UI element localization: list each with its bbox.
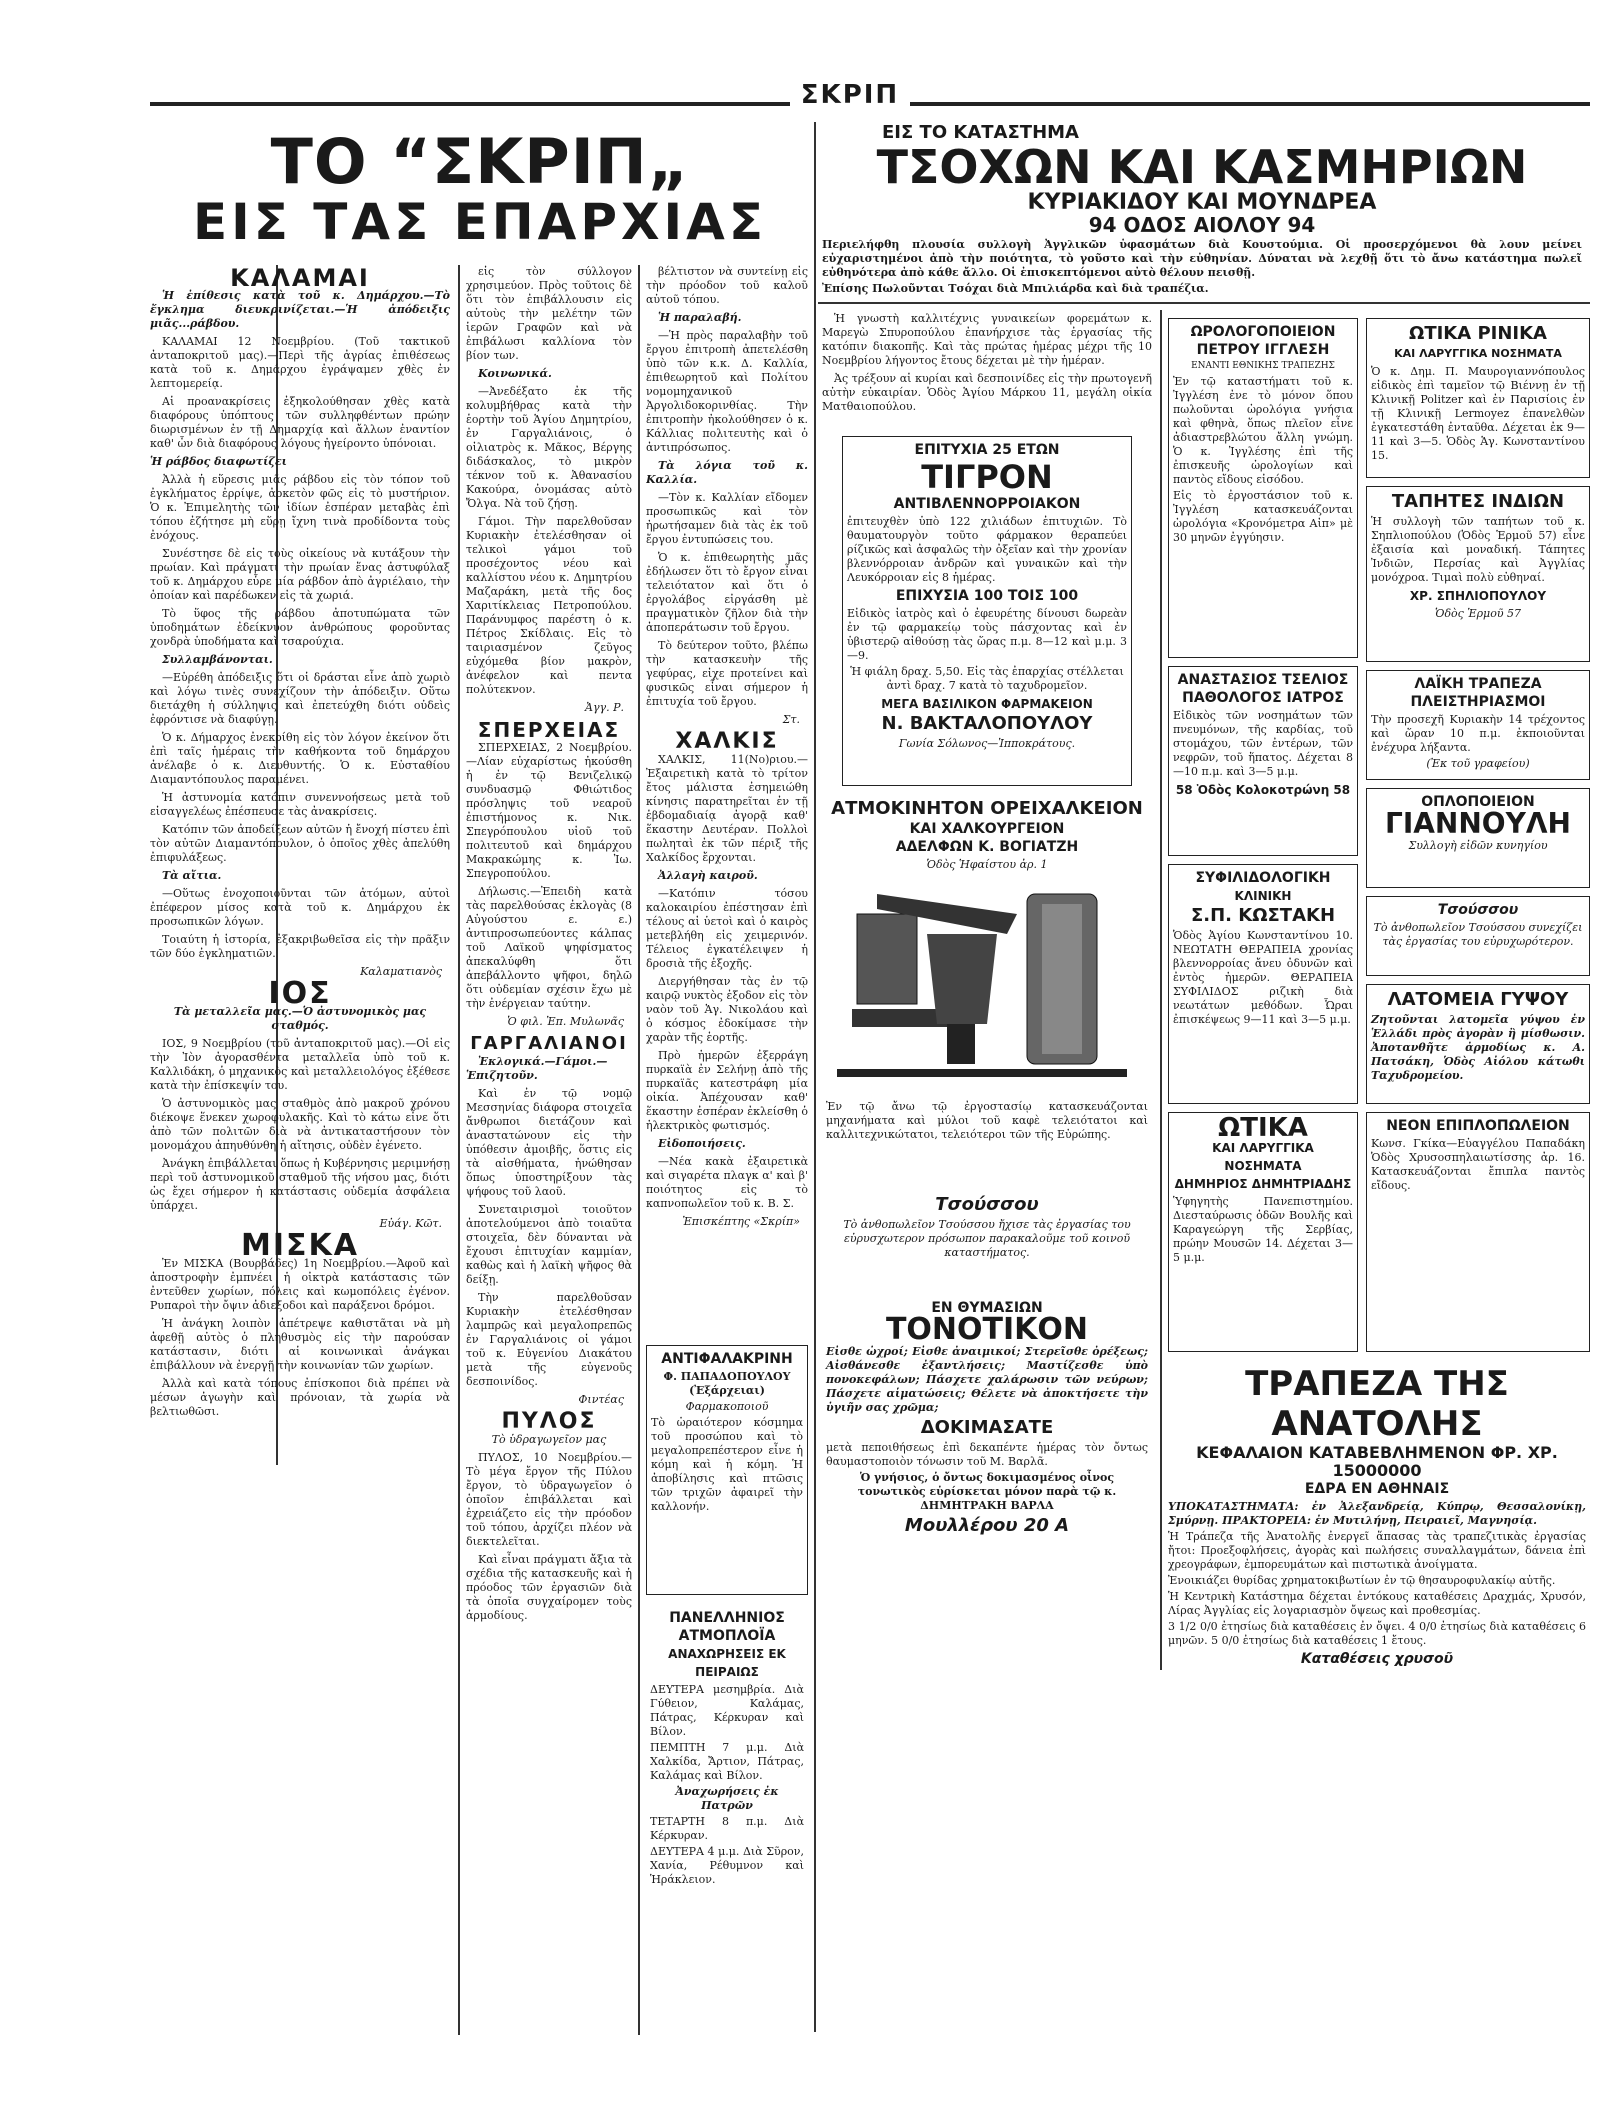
ad-bottom: Γωνία Σόλωνος—Ἱπποκράτους. [898, 737, 1076, 750]
paragraph: —Ἀνεδέξατο ἐκ τῆς κολυμβήθρας κατὰ τὴν ἑορτὴν τοῦ Ἁγίου Δημητρίου, ἐν Γαργαλιάνοις, ὁ οἰλιατρὸς κ. Μᾶκος, Βέργης διδάσκαλος, τὸ μικρὸν τέκνον τοῦ κ. Ἀθανασίου Κακούρα, ὀνομάσας αὐτὸ Ὄλγα. Νὰ τοῦ ζήσῃ. [466, 385, 632, 510]
paragraph: Ἡ ἀστυνομία κατόπιν συνεννοήσεως μετὰ τοῦ εἰσαγγελέως ἐπέσπευσε τὰς ἀνακρίσεις. [150, 791, 450, 818]
ad-latomeia-gypsou [1366, 984, 1590, 1104]
paragraph: Τὸ ὕφος τῆς ράβδου ἀποτυπώματα τῶν ὑποδημάτων ἐδείκνυον ἀνθρώπους φοροῦντας χονδρὰ ὑποδήματα καὶ τσαρούχια. [150, 607, 450, 648]
ad-bottom: Ν. ΒΑΚΤΑΛΟΠΟΥΛΟΥ [881, 713, 1093, 734]
ad-text: Ὁ κ. Δημ. Π. Μαυρογιαννόπουλος εἰδικὸς ἐπὶ ταμεῖον τῷ Βιέννῃ ἐν τῇ Κλινικῇ Politzer καὶ ἐν Παρισίοις ἐν τῇ Κλινικῇ Lermoyez ἐπανελθὼν ἐγκατεστάθη ἐνταῦθα. Δέχεται ἐκ 9—11 καὶ 3—5. Ὁδὸς Ἁγ. Κωνσταντίνου 15. [1371, 365, 1585, 462]
paragraph: Κατόπιν τῶν ἀποδείξεων αὐτῶν ἡ ἔνοχή πίστευ ἐπὶ τὸν αὐτῶν Διαμαντόπουλον, ὁ ὁποῖος χθὲς ἀπελύθη ἐπιφυλάξεως. [150, 823, 450, 864]
paragraph: Γάμοι. Τὴν παρελθοῦσαν Κυριακὴν ἐτελέσθησαν οἱ τελικοὶ γάμοι τοῦ προσέχοντος νέου καὶ καλλίστου νέου κ. Δημητρίου Μαζαράκη, μετὰ τῆς δος Χαριτίκλειας Πετροπούλου. Παράνυμφος παρέστη ὁ κ. Πέτρος Σκίδλαις. Εἰς τὸ ταιριασμένον ζεῦγος εὐχόμεθα βίον μακρὸν, ἀνέφελον καὶ πεντα πολύτεκνον. [466, 515, 632, 696]
ad-text: Εἰδικὸς ἰατρὸς καὶ ὁ ἐφευρέτης δίνουσι δωρεὰν ἐν τῷ φαρμακείῳ τοὺς πάσχοντας καὶ ἐν ὑβιστερῷ αἰθούσῃ τὰς ὥρας π.μ. 8—12 καὶ μ.μ. 3—9. [847, 607, 1127, 662]
subheading: Ἀλλαγὴ καιροῦ. [658, 869, 758, 882]
ad-name: ΔΗΜΗΡΙΟΣ ΔΗΜΗΤΡΙΑΔΗΣ [1174, 1177, 1352, 1191]
paragraph: ΣΠΕΡΧΕΙΑΣ, 2 Νοεμβρίου.—Λίαν εὐχαρίστως ἠκούσθη ἡ ἐν τῷ Βενιζελικῷ συνδυασμῷ Φθιώτιδος πρόσληψις τοῦ νεαροῦ ἐπιστήμονος κ. Νικ. Σπεγρόπουλου υἱοῦ τοῦ πολιτευτοῦ καὶ δημάρχου Μακρακώμης κ. Ἰω. Σπεγροπούλου. [466, 741, 632, 880]
ad-text: Ὁ γνήσιος, ὁ ὄντως δοκιμασμένος οἶνος τονωτικὸς εὑρίσκεται μόνον παρὰ τῷ κ. ΔΗΜΗΤΡΑΚΗ ΒΑΡΛΑ [857, 1471, 1117, 1512]
ad-text: Τὸ ὡραιότερον κόσμημα τοῦ προσώπου καὶ τὸ μεγαλοπρεπέστερον εἶνε ἡ κόμη καὶ ἡ κόμη. Ἡ ἀποβίλησις καὶ πτῶσις τῶν τριχῶν ἀφαιρεῖ τὴν καλλονήν. [651, 1416, 803, 1513]
ad-text: Τὸ ἀνθοπωλεῖον Τσούσσου συνεχίζει τὰς ἐργασίας του εὐρυχωρότερον. [1373, 921, 1583, 948]
ad-text: Φ. ΠΑΠΑΔΟΠΟΥΛΟΥ (Ἐξάρχειαι) [663, 1370, 791, 1397]
ad-orologopoieion [1168, 318, 1358, 658]
ad-tonotikon [822, 1295, 1152, 2035]
lead: Ἐκλογικά.—Γάμοι.—Ἑπιζητοῦν. [466, 1055, 608, 1082]
paragraph: —Τὸν κ. Καλλίαν εἴδομεν προσωπικῶς καὶ τὸν ἠρωτήσαμεν διὰ τὰς ἐκ τοῦ ἔργου ἐντυπώσεις του. [646, 491, 808, 546]
bank-text: Ἡ Κεντρικὴ Κατάστημα δέχεται ἐντόκους καταθέσεις Δραχμάς, Χρυσόν, Λίρας Ἀγγλίας εἰς λογαριασμὸν ὄψεως καὶ προθεσμίας. [1168, 1590, 1586, 1617]
banner-names: ΚΥΡΙΑΚΙΔΟΥ ΚΑΙ ΜΟΥΝΔΡΕΑ [1027, 190, 1377, 215]
headline-block [150, 125, 810, 251]
ad-title: ΛΑΪΚΗ ΤΡΑΠΕΖΑ [1414, 676, 1542, 692]
coffee-grinder-illustration [837, 874, 1137, 1094]
paragraph: Ὁ κ. Δήμαρχος ἐνεκρίθη εἰς τὸν λόγον ἐκείνον ὅτι ἐπὶ ταῖς ἡμέραις τὴν καθήκοντα τοῦ δημάρχου ἀνέλαβε ὁ κ. Διευθυντής. Ὁ κ. Εὐσταθίου Διαμαντόπουλος παραμένει. [150, 731, 450, 786]
ad-subtitle: ΑΝΤΙΒΛΕΝΝΟΡΡΟΙΑΚΟΝ [893, 496, 1081, 512]
ad-price: Ἡ φιάλη δραχ. 5,50. Εἰς τὰς ἐπαρχίας στέλλεται ἀντὶ δραχ. 7 κατὰ τὸ ταχυδρομεῖον. [850, 665, 1124, 692]
ad-bottom: ΜΕΓΑ ΒΑΣΙΛΙΚΟΝ ΦΑΡΜΑΚΕΙΟΝ [881, 697, 1093, 711]
paragraph: Τὸ δεύτερον τοῦτο, βλέπω τὴν κατασκευὴν τῆς γεφύρας, εἰχε προτείνει καὶ φυσικῶς εἶναι σήμερον ἡ ἐπιτυχία τοῦ ἔργου. [646, 639, 808, 708]
ad-top: ΕΠΙΤΥΧΙΑ 25 ΕΤΩΝ [914, 442, 1060, 458]
section-title-chalkis: ΧΑΛΚΙΣ [675, 729, 779, 754]
ad-address: Ὁδὸς Ἡφαίστου ἀρ. 1 [926, 858, 1048, 871]
ad-address: ΕΝΑΝΤΙ ΕΘΝΙΚΗΣ ΤΡΑΠΕΖΗΣ [1191, 361, 1335, 371]
ad-text: Τὸ ἀνθοπωλεῖον Τσούσσου ἤχισε τὰς ἐργασίας του εὐρυσχωτερον πρόσωπον παρακαλοῦμε τοῦ κοινοῦ καταστήματος. [843, 1218, 1131, 1259]
banner-title: ΤΣΟΧΩΝ ΚΑΙ ΚΑΣΜΗΡΙΩΝ [876, 140, 1528, 194]
banner-address: 94 ΟΔΟΣ ΑΙΟΛΟΥ 94 [1088, 213, 1316, 237]
ad-tapites-indion [1366, 486, 1590, 662]
ad-text: Συλλογὴ εἰδῶν κυνηγίου [1408, 839, 1548, 852]
ad-text: Ἐν τῷ καταστήματι τοῦ κ. Ἰγγλέση ἐνε τὸ μόνον ὅπου πωλοῦνται ὡρολόγια γνήσια καὶ φθηνὰ, ὅπως πλεῖον εἶνε ἀδιαστρεβλώτου ἄλλη γνώμη. Ὁ κ. Ἰγγλέσης ἐπὶ τῆς ἐπισκευῆς ὡρολογίων καὶ παντὸς εἴδους εἰσόδου. [1173, 375, 1353, 486]
ad-title: ΑΝΑΣΤΑΣΙΟΣ ΤΣΕΛΙΟΣ [1177, 672, 1349, 688]
ad-text: Ἐν τῷ ἄνω τῷ ἐργοστασίῳ κατασκευάζονται μηχανήματα καὶ μύλοι τοῦ καφὲ τελειότατοι καὶ καλλιτεχνικώτατοι, τελειότεροι τῶν τῆς Εὐρώπης. [826, 1100, 1148, 1141]
paragraph: Ἡ γνωστὴ καλλιτέχνις γυναικείων φορεμάτων κ. Μαρεγὼ Σπυροπούλου ἐπανήρχισε τὰς ἐργασίας τῆς κατόπιν διακοπῆς. Καὶ τὰς πρώτας ἡμέρας μέχρι τῆς 10 Νοεμβρίου λήγοντος ἔτους δέχεται μὲ τὴν ἡμέραν. [822, 312, 1152, 367]
ad-subtitle: ΚΑΙ ΛΑΡΥΓΓΙΚΑ ΝΟΣΗΜΑΤΑ [1212, 1141, 1314, 1173]
column-1 [150, 265, 450, 2105]
ad-subtitle: ΚΛΙΝΙΚΗ [1234, 889, 1292, 903]
ad-title: ΤΟΝΟΤΙΚΟΝ [885, 1312, 1089, 1347]
paragraph: ΠΥΛΟΣ, 10 Νοεμβρίου.—Τὸ μέγα ἔργον τῆς Πύλου ἔργον, τὸ ὑδραγωγεῖον ὁ ὁποῖον ἐπιβάλλεται καὶ ἐχρειάζετο εἰς τὴν πρόοδον τοῦ τόπου, ἀρχίζει πλέον νὰ διεκτελεῖται. [466, 1451, 632, 1548]
ad-text: Εἰς τὸ ἐργοστάσιον τοῦ κ. Ἰγγλέση κατασκευάζονται ὡρολόγια «Κρονόμετρα Αἰπ» μὲ 30 μηνῶν ἐγγύησιν. [1173, 489, 1353, 544]
headline-line1: ΤΟ “ΣΚΡΙΠ„ [270, 125, 690, 198]
ad-text: Ὑφηγητὴς Πανεπιστημίου. Διεσταύρωσις ὁδῶν Βουλῆς καὶ Καραγεώργη τῆς Σερβίας, πρώην Μουσῶν 14. Δέχεται 3—5 μ.μ. [1173, 1195, 1353, 1264]
paragraph: Συνεταιρισμοὶ τοιοῦτον ἀποτελούμενοι ἀπὸ τοιαῦτα στοιχεῖα, δὲν δύνανται νὰ ἔχουσι ἐπιτυχίαν καμμίαν, καθὼς καὶ ἡ λαϊκὴ ψῆφος θὰ δείξῃ. [466, 1203, 632, 1286]
paragraph: Καὶ εἶναι πράγματι ἄξια τὰ σχέδια τῆς κατασκευῆς καὶ ἡ πρόοδος τῶν ἐργασιῶν διὰ τὰ ὁποῖα συγχαίρομεν τοὺς ἁρμοδίους. [466, 1553, 632, 1622]
ad-text: Τὴν προσεχῆ Κυριακὴν 14 τρέχοντος καὶ ὥραν 10 π.μ. ἐκποιοῦνται ἐνέχυρα λήξαντα. [1371, 713, 1585, 754]
ad-text: Εἰδικὸς τῶν νοσημάτων τῶν πνευμόνων, τῆς καρδίας, τοῦ στομάχου, τῶν ἐντέρων, τῶν νεφρῶν, τοῦ ἥπατος. Δέχεται 8—10 π.μ. καὶ 3—5 μ.μ. [1173, 709, 1353, 778]
paragraph: ΙΟΣ, 9 Νοεμβρίου (τοῦ ἀνταποκριτοῦ μας).—Οἱ εἰς τὴν Ἰὸν ἀγορασθέντα μεταλλεῖα ὑπὸ τοῦ κ. Καλλιδάκη, ὁ μηχανικὸς καὶ μεταλλειολόγος ἐξέθεσε κατὰ τὴν ἐπίσκεψίν του. [150, 1037, 450, 1092]
banner-pre: ΕΙΣ ΤΟ ΚΑΤΑΣΤΗΜΑ [882, 124, 1079, 143]
ad-title: ΑΤΜΟΚΙΝΗΤΟΝ ΟΡΕΙΧΑΛΚΕΙΟΝ [831, 798, 1143, 819]
column-3 [646, 265, 808, 1335]
banner-text: Περιελήφθη πλουσία συλλογὴ Ἀγγλικῶν ὑφασμάτων διὰ Κουστούμια. Οἱ προσερχόμενοι θὰ λουν μείνει εὐχαριστημένοι ἀπὸ τὴν ποιότητα, τὸ γοῦστο καὶ τὴν εὐθηνίαν. Δύναται νὰ λεχθῇ ὅτι τὸ ἄνω κατάστημα πωλεῖ εὐθηνότερα ἀπὸ κάθε ἄλλο. Οἱ ἐπισκεπτόμενοι αὐτὸ θέλουν πεισθῇ. [822, 238, 1582, 279]
section-title-ios: ΙΟΣ [268, 976, 332, 1011]
ad-title: ΝΕΟΝ ΕΠΙΠΛΟΠΩΛΕΙΟΝ [1386, 1118, 1570, 1134]
column-rule [1160, 310, 1162, 1670]
lead: Τὰ μεταλλεῖα μας.—Ὁ ἀστυνομικὸς μας σταθμός. [173, 1005, 427, 1032]
ad-mid: ΕΠΙΧΥΣΙΑ 100 ΤΟΙΣ 100 [895, 588, 1079, 604]
paragraph: Πρὸ ἡμερῶν ἐξερράγη πυρκαϊὰ ἐν Σελήνῃ ἀπὸ τῆς πυρκαϊᾶς κατεστράφη μία οἰκία. Ἀπέχουσαν καθ' ἕκαστην ἐσπέραν ἐκλείσθη ὁ ἡλεκτρικὸς φωτισμός. [646, 1049, 808, 1132]
banner-text: Ἐπίσης Πωλοῦνται Τσόχαι διὰ Μπιλιάρδα καὶ διὰ τραπέζια. [822, 282, 1209, 295]
ad-text: Φαρμακοποιοῦ [685, 1400, 769, 1413]
notice-tsoussou [822, 1190, 1152, 1280]
subheading: Τὰ λόγια τοῦ κ. Καλλία. [646, 459, 808, 486]
section-title-pylos: ΠΥΛΟΣ [501, 1409, 597, 1434]
masthead [150, 80, 1590, 120]
ad-laiki-trapeza [1366, 670, 1590, 780]
ad-panellinios-atmoploia [646, 1605, 808, 2035]
ad-name: ΧΡ. ΣΠΗΛΙΟΠΟΥΛΟΥ [1409, 589, 1547, 603]
bank-text: Ἡ Τράπεζα τῆς Ἀνατολῆς ἐνεργεῖ ἅπασας τὰς τραπεζιτικὰς ἐργασίας ἤτοι: Προεξοφλήσεις, ἀγορὰς καὶ πωλήσεις συναλλαγμάτων, δάνεια ἐπὶ χρεογράφων, ἐμπορευμάτων καὶ πιστωτικὰ ἀνοίγματα. [1168, 1530, 1586, 1571]
bank-rates: 3 1/2 0/0 ἐτησίως διὰ καταθέσεις ἐν ὄψει. 4 0/0 ἐτησίως διὰ καταθέσεις 6 μηνῶν. 5 0/0 ἐτησίως διὰ καταθέσεις 1 ἔτους. [1168, 1620, 1586, 1647]
ad-text: Ἀναχωρήσεις ἐκ Πατρῶν [675, 1785, 779, 1812]
paragraph: —Κατόπιν τόσου καλοκαιρίου ἐπέστησαν ἐπὶ τέλους αἱ ὑετοὶ καὶ ὁ καιρὸς μετεβλήθη εἰς χειμερινόν. Τέλειος ἐγκατέλειψεν ἡ δροσιὰ τῆς ἐξοχῆς. [646, 887, 808, 970]
bank-seat: ΕΔΡΑ ΕΝ ΑΘΗΝΑΙΣ [1304, 1481, 1450, 1497]
ad-text: Ὁδὸς Ἀγίου Κωνσταντίνου 10. ΝΕΩΤΑΤΗ ΘΕΡΑΠΕΙΑ χρονίας βλεννορροίας ἄνευ ὀδυνῶν καὶ ἐντὸς ἡμερῶν. ΘΕΡΑΠΕΙΑ ΣΥΦΙΛΙΔΟΣ ριζικὴ διὰ νεωτάτων μεθόδων. Ὧραι ἐπισκέψεως 9—11 καὶ 3—5 μ.μ. [1173, 929, 1353, 1026]
paragraph: Ἡ ἀνάγκη λοιπὸν ἀπέτρεψε καθιστᾶται νὰ μὴ ἀφεθῇ αὐτὸς ὁ πληθυσμὸς εἰς τὴν παρούσαν κατάστασιν, διότι αἱ κοινωνικαὶ ἀνάγκαι ἐπιβάλλουν νὰ ἐνεργῇ τὴν κοινωνίαν τῶν χωρίων. [150, 1317, 450, 1372]
signature: Ὁ φιλ. Ἐπ. Μυλωνᾶς [507, 1015, 624, 1028]
ad-text: ΔΕΥΤΕΡΑ μεσημβρία. Διὰ Γύθειον, Καλάμας, Πάτρας, Κέρκυραν καὶ Βίλον. [650, 1683, 804, 1738]
section-title-gargaliani: ΓΑΡΓΑΛΙΑΝΟΙ [470, 1033, 628, 1054]
signature: Ἀγγ. Ρ. [585, 701, 624, 714]
ad-name: ΠΕΤΡΟΥ ΙΓΓΛΕΣΗ [1196, 342, 1330, 358]
ad-sign: (Ἐκ τοῦ γραφείου) [1426, 757, 1530, 770]
paragraph: Τὴν παρελθοῦσαν Κυριακὴν ἐτελέσθησαν λαμπρῶς καὶ μεγαλοπρεπῶς ἐν Γαργαλιάνοις οἱ γάμοι τοῦ κ. Εὐγενίου Διακάτου μετὰ τῆς εὐγενοῦς δεσποινίδος. [466, 1291, 632, 1388]
paragraph: Τοιαύτη ἡ ἱστορία, ἐξακριβωθεῖσα εἰς τὴν πρᾶξιν τῶν δύο ἐγκληματιῶν. [150, 933, 450, 960]
paragraph: Αἱ προανακρίσεις ἐξηκολούθησαν χθὲς κατὰ διαφόρους ὑπόπτους τῶν συλληφθέντων πρώην διωρισμένων ἐν τῇ Δημαρχίᾳ καὶ ἄλλων ἐναντίον καθ' ὧν διὰ διαφόρους λόγους ἠγείροντο ὑπόνοιαι. [150, 395, 450, 450]
bank-title: ΤΡΑΠΕΖΑ ΤΗΣ ΑΝΑΤΟΛΗΣ [1245, 1364, 1509, 1444]
newspaper-page [150, 80, 1590, 2080]
notice-tsoussou-2 [1366, 896, 1590, 976]
ad-text: Εἰσθε ὠχροί; Εἰσθε ἀναιμικοί; Στερεῖσθε ὀρέξεως; Αἰσθάνεσθε ἐξαντλήσεις; Μαστίζεσθε ὑπὸ πονοκεφάλων; Πάσχετε χαλάρωσιν τῶν νεύρων; Πάσχετε αἱματώσεις; Θέλετε νὰ ἀποκτήσετε τὴν ὑγιῆν σας χρῶμα; [826, 1345, 1148, 1414]
masthead-title: ΣΚΡΙΠ [790, 80, 910, 110]
subheading: Εἰδοποιήσεις. [658, 1137, 746, 1150]
ad-antifalakrini [646, 1345, 808, 1595]
ad-text: ΔΕΥΤΕΡΑ 4 μ.μ. Διὰ Σῦρον, Χανία, Ρέθυμνον καὶ Ἡράκλειον. [650, 1845, 804, 1886]
ad-title: ΠΑΝΕΛΛΗΝΙΟΣ ΑΤΜΟΠΛΟΪΑ [669, 1610, 785, 1644]
ad-text: Ἡ συλλογὴ τῶν ταπήτων τοῦ κ. Σηπλιοπούλου (Ὁδὸς Ἑρμοῦ 57) εἶνε ἐξαισία καὶ μοναδική. Τάπητες Ἰνδιῶν, Περσίας καὶ Ἀγγλίας μονόχροα. Τιμαὶ πολὺ εὐθηναί. [1371, 515, 1585, 584]
paragraph: Δήλωσις.—Ἐπειδὴ κατὰ τὰς παρελθούσας ἐκλογὰς (8 Αὐγούστου ε. ε.) ἀντιπροσωπεύοντες κάλπας τοῦ Λαϊκοῦ ψηφίσματος ἀπεκαλύφθη ὅτι ἀπεβάλλοντο ψῆφοι, δηλῶ ὅτι οὐδεμίαν σχέσιν ἔχω μὲ τὴν ἐνέργειαν ταύτην. [466, 885, 632, 1010]
paragraph: Ἀνάγκη ἐπιβάλλεται ὅπως ἡ Κυβέρνησις μεριμνήσῃ περὶ τοῦ ἀστυνομικοῦ σταθμοῦ τῆς νήσου μας, διότι ὡς ἔχει σήμερον ἡ κατάστασις οὐδεμία ἀσφάλεια ὑπάρχει. [150, 1157, 450, 1212]
ad-text: μετὰ πεποιθήσεως ἐπὶ δεκαπέντε ἡμέρας τὸν ὄντως θαυμαστοποιὸν τόνωσιν τοῦ Μ. Βαρλᾶ. [826, 1441, 1148, 1468]
ad-text: Ζητοῦνται λατομεῖα γύψου ἐν Ἑλλάδι πρὸς ἀγορὰν ἢ μίσθωσιν. Ἀποτανθῆτε ἀρμοδίως κ. Α. Πατσάκη, Ὁδὸς Αἰόλου κάτωθι Ταχυδρομείου. [1371, 1013, 1585, 1082]
ad-pre: ΕΝ ΘΥΜΑΣΙΩΝ [931, 1300, 1043, 1316]
subheading: Τὸ ὑδραγωγεῖον μας [491, 1433, 607, 1446]
ad-title: ΤΙΓΡΟΝ [921, 458, 1053, 496]
signature: Ἐπισκέπτης «Σκρίπ» [682, 1215, 800, 1228]
column-rule [458, 265, 460, 2035]
signature: Φιντέας [578, 1393, 624, 1406]
subheading: Συλλαμβάνονται. [162, 653, 273, 666]
paragraph: Ἀλλὰ ἡ εὕρεσις μιᾶς ράβδου εἰς τὸν τόπον τοῦ ἐγκλήματος ἐρρίψε, ἀρκετὸν φῶς εἰς τὸ μυστήριον. Ὁ κ. Ἐπιμελητὴς τῶν ἰδίων ἐσπέραν μεταβὰς ἐπὶ τόπου ἐζήτησε μὴ εὕρῃ ἴχνη τινὰ προδίδοντα τοὺς ἐνόχους. [150, 473, 450, 542]
paragraph: ΚΑΛΑΜΑΙ 12 Νοεμβρίου. (Τοῦ τακτικοῦ ἀνταποκριτοῦ μας).—Περὶ τῆς ἀγρίας ἐπιθέσεως κατὰ τοῦ κ. Δημάρχου ἐγράψαμεν χθὲς ἐν λεπτομερείᾳ. [150, 335, 450, 390]
subheading: Κοινωνικά. [478, 367, 552, 380]
ad-address: 58 Ὁδὸς Κολοκοτρώνη 58 [1175, 783, 1351, 797]
paragraph: Καὶ ἐν τῷ νομῷ Μεσσηνίας διάφορα στοιχεῖα ἄνθρωποι διετάζουν καὶ ἀναστατώνουν εἰς τὴν ὑπόθεσιν ἀμοιβῆς, ὅστις εἰς τὰ αἰσθήματα, ἡνώθησαν ὅπως ὑποστηρίξουν τὰς ψήφους τοῦ λαοῦ. [466, 1087, 632, 1198]
section-title-kalamai: ΚΑΛΑΜΑΙ [230, 265, 370, 292]
ad-address: Ὁδὸς Ἑρμοῦ 57 [1434, 607, 1522, 620]
ad-otika-rinika [1366, 318, 1590, 478]
paragraph: —Εὑρέθη ἀπόδειξις ὅτι οἱ δράσται εἶνε ἀπὸ χωριὸ καὶ λόγω τινὲς συνεχίζουν τὴν ἀπόδειξιν. Οὕτω διετάχθη ἡ σύλληψις καὶ ἐπετεύχθη διότι οὐδεὶς ἐφρόντισε νὰ διαφύγῃ. [150, 671, 450, 726]
ad-address: Μουλλέρου 20 Α [904, 1515, 1070, 1536]
ad-otika-dimitriadis [1168, 1112, 1358, 1352]
ad-test: ΔΟΚΙΜΑΣΑΤΕ [920, 1417, 1054, 1438]
ad-tselios [1168, 666, 1358, 856]
ad-subtitle: ΠΑΘΟΛΟΓΟΣ ΙΑΤΡΟΣ [1182, 690, 1344, 706]
bank-text: ΥΠΟΚΑΤΑΣΤΗΜΑΤΑ: ἐν Ἀλεξανδρείᾳ, Κύπρῳ, Θεσσαλονίκῃ, Σμύρνῃ. ΠΡΑΚΤΟΡΕΙΑ: ἐν Μυτιλήνῃ, Πειραιεῖ, Μαγνησίᾳ. [1168, 1500, 1586, 1527]
paragraph: ΧΑΛΚΙΣ, 11(Νο)ριου.—Ἐξαιρετικὴ κατὰ τὸ τρίτον ἔτος μάλιστα ἐσημειώθη κίνησις παρατηρεῖται ἐν τῇ ἑβδομαδιαίᾳ ἀγορᾷ καθ' ἕκαστην Δευτέραν. Πολλοὶ πωληταὶ ἐκ τῶν πέριξ τῆς Χαλκίδος ἔρχονται. [646, 753, 808, 864]
banner-rule [818, 302, 1590, 304]
paragraph: Συνέστησε δὲ εἰς τοὺς οἰκείους νὰ κυτάξουν τὴν πρωίαν. Καὶ πράγματι τὴν πρωίαν ἕνας ἀστυφύλαξ τοῦ κ. Δημάρχου εὗρε μία ράβδον ἀπὸ ἀγριέλαιο, τὴν ὁποίαν καὶ παρέδωκεν εἰς τὰ χωριά. [150, 547, 450, 602]
ad-oreichalkeion [822, 794, 1152, 1184]
subheading: Ἡ ράβδος διαφωτίζει [150, 455, 287, 468]
paragraph: Ἐν ΜΙΣΚΑ (Βουρβάδες) 1η Νοεμβρίου.—Ἀφοῦ καὶ ἀποστροφὴν ἐμπνέει ἡ οἰκτρὰ κατάστασις τῶν ἐντεῦθεν χωρίων, πόλεις καὶ κωμοπόλεις ἐγένον. Ρυπαροὶ τὴν ὄψιν ἀδιεξοδοι καὶ παράξενοι δρόμοι. [150, 1257, 450, 1312]
headline-line2: ΕΙΣ ΤΑΣ ΕΠΑΡΧΙΑΣ [192, 193, 768, 251]
ad-tigron [842, 436, 1132, 786]
section-title-miska: ΜΙΣΚΑ [241, 1228, 359, 1263]
ad-subtitle: ΑΝΑΧΩΡΗΣΕΙΣ ΕΚ ΠΕΙΡΑΙΩΣ [668, 1647, 786, 1679]
signature: Καλαματιανὸς [360, 965, 442, 978]
ad-neon-epiplopoleion [1366, 1112, 1590, 1352]
paragraph: Ἀλλὰ καὶ κατὰ τόπους ἐπίσκοποι διὰ πρέπει νὰ μέσων ἀγωγὴν καὶ πρόνοιαν, τὰ χωρία νὰ βελτιωθῶσι. [150, 1377, 450, 1418]
banner-tsochon-kasmirion [822, 124, 1582, 296]
ad-syfilidologiki [1168, 864, 1358, 1104]
column-rule [814, 122, 816, 2032]
paragraph: Διεργήθησαν τὰς ἐν τῷ καιρῷ νυκτὸς ἐξοδον εἰς τὸν ναὸν τοῦ Ἁγ. Νικολάου καὶ ὁ κόσμος ἐδοκίμασε τὴν χαρὰν τῆς ἑορτῆς. [646, 975, 808, 1044]
section-title-sperchia: ΣΠΕΡΧΕΙΑΣ [477, 718, 621, 742]
ad-text: ΤΕΤΑΡΤΗ 8 π.μ. Διὰ Κέρκυραν. [650, 1815, 804, 1842]
ad-subtitle: ΚΑΙ ΧΑΛΚΟΥΡΓΕΙΟΝ [909, 821, 1065, 837]
bank-text: Ἐνοικιάζει θυρίδας χρηματοκιβωτίων ἐν τῷ θησαυροφυλακίῳ αὐτῆς. [1168, 1574, 1556, 1587]
subheading: Τὰ αἴτια. [162, 869, 222, 882]
subheading: Ἡ παραλαβή. [658, 311, 742, 324]
ad-title: ΣΥΦΙΛΙΔΟΛΟΓΙΚΗ [1195, 870, 1331, 886]
ad-subtitle: ΠΛΕΙΣΤΗΡΙΑΣΜΟΙ [1410, 694, 1546, 710]
paragraph: Ὁ κ. ἐπιθεωρητὴς μᾶς ἐδήλωσεν ὅτι τὸ ἔργον εἶναι τελειότατον καὶ ὅτι ὁ ἐργολάβος εἰργάσθη μὲ πραγματικὸν ζῆλον διὰ τὴν ἀποπεράτωσιν τοῦ ἔργου. [646, 551, 808, 634]
paragraph: βέλτιστον νὰ συντείνῃ εἰς τὴν πρόοδον τοῦ καλοῦ αὐτοῦ τόπου. [646, 265, 808, 306]
ad-oplopoieion [1366, 788, 1590, 888]
paragraph: εἰς τὸν σύλλογον χρησιμεύον. Πρὸς τοῦτοις δὲ ὅτι τὸν ἐπιβάλλουσιν εἰς αὐτοὺς τὴν μελέτην τῶν ἱερῶν Γραφῶν καὶ νὰ ἐπιβάλωσι καλλίονα τὸν βίον των. [466, 265, 632, 362]
bank-capital: ΚΕΦΑΛΑΙΟΝ ΚΑΤΑΒΕΒΛΗΜΕΝΟΝ ΦΡ. ΧΡ. 15000000 [1196, 1443, 1558, 1480]
ad-title: Τσούσσου [935, 1194, 1039, 1215]
ad-name: ΓΙΑΝΝΟΥΛΗ [1385, 807, 1571, 840]
bank-end: Καταθέσεις χρυσοῦ [1300, 1651, 1454, 1667]
lead: Ἡ ἐπίθεσις κατὰ τοῦ κ. Δημάρχου.—Τὸ ἔγκλημα διευκρινίζεται.—Ἡ ἀπόδειξις μιᾶς...ράβδου. [150, 289, 450, 330]
ad-title: Τσούσσου [1437, 902, 1519, 918]
paragraph: —Ἡ πρὸς παραλαβὴν τοῦ ἔργου ἐπιτροπὴ ἀπετελέσθη ὑπὸ τῶν κ.κ. Δ. Καλλία, ἐπιθεωρητοῦ καὶ Πολίτου νομομηχανικοῦ Ἀργολιδοκορινθίας. Τὴν ἐπιτροπὴν ἠκολούθησεν ὁ κ. Κάλλιας πολιτευτὴς καὶ ὁ ἀντιπρόσωπος. [646, 329, 808, 454]
ad-title: ΛΑΤΟΜΕΙΑ ΓΥΨΟΥ [1387, 989, 1569, 1010]
ad-text: ἐπιτευχθὲν ὑπὸ 122 χιλιάδων ἐπιτυχιῶν. Τὸ θαυματουργὸν τοῦτο φάρμακον θεραπεύει ρίζικῶς καὶ ἀσφαλῶς τὴν ὀξεῖαν καὶ τὴν χρονίαν βλεννόρροιαν ἀνδρῶν καὶ γυναικῶν καὶ τὴν Λευκόρροιαν εἰς 8 ἡμέρας. [847, 515, 1127, 584]
paragraph: —Νέα κακὰ ἐξαιρετικὰ καὶ σιγαρέτα πλαγκ α' καὶ β' ποιότητος εἰς τὸ καπνοπωλεῖον τοῦ κ. Β. Σ. [646, 1155, 808, 1210]
column-rule [638, 265, 640, 2035]
ad-title: ΩΡΟΛΟΓΟΠΟΙΕΙΟΝ [1190, 324, 1336, 340]
paragraph: Ἀς τρέξουν αἱ κυρίαι καὶ δεσποινίδες εἰς τὴν πρωτογενῆ αὐτὴν εὐκαιρίαν. Ὁδὸς Ἁγίου Μάρκου 11, μεγάλη οἰκία Ματθαιοπούλου. [822, 372, 1152, 413]
ad-trapeza-anatolis [1164, 1360, 1590, 2040]
paragraph: —Οὕτως ἐνοχοποιοῦνται τῶν ἀτόμων, αὐτοὶ ἐπέφερον μίσος κατὰ τοῦ κ. Δημάρχου ἐκ προσωπικῶν λόγων. [150, 887, 450, 928]
notice-spyropoulou [822, 312, 1152, 432]
ad-title: ΩΤΙΚΑ ΡΙΝΙΚΑ [1409, 323, 1547, 344]
paragraph: Ὁ ἀστυνομικὸς μας σταθμὸς ἀπὸ μακροῦ χρόνου διέκοψε ἕνεκεν χωροφυλακῆς. Καὶ τὸ κάτω εἶνε ὅτι ἀπὸ τῶν πολιτῶν διὰ νὰ ἀντικαταστήσουν τὸν μονομάχου ἀπηυθύνθη ἡ αἴτησις, οὐδὲν ἐγένετο. [150, 1097, 450, 1152]
ad-title: ΩΤΙΚΑ [1218, 1113, 1308, 1143]
ad-title: ΑΝΤΙΦΑΛΑΚΡΙΝΗ [661, 1351, 793, 1367]
ad-names: ΑΔΕΛΦΩΝ Κ. ΒΟΓΙΑΤΖΗ [895, 839, 1079, 855]
ad-name: Σ.Π. ΚΩΣΤΑΚΗ [1190, 905, 1336, 926]
ad-title: ΟΠΛΟΠΟΙΕΙΟΝ [1421, 794, 1535, 810]
column-2 [466, 265, 632, 2105]
signature: Στ. [782, 713, 800, 726]
ad-text: Κωνσ. Γκίκα—Εὐαγγέλου Παπαδάκη Ὁδὸς Χρυσοσπηλαιωτίσσης ἀρ. 16. Κατασκευάζονται ἔπιπλα παντὸς εἴδους. [1371, 1137, 1585, 1192]
ad-text: ΠΕΜΠΤΗ 7 μ.μ. Διὰ Χαλκίδα, Ἄρτιον, Πάτρας, Καλάμας καὶ Βίλον. [650, 1741, 804, 1782]
ad-subtitle: ΚΑΙ ΛΑΡΥΓΓΙΚΑ ΝΟΣΗΜΑΤΑ [1394, 347, 1562, 360]
ad-title: ΤΑΠΗΤΕΣ ΙΝΔΙΩΝ [1391, 491, 1565, 512]
signature: Εὐάγ. Κῶτ. [379, 1217, 442, 1230]
